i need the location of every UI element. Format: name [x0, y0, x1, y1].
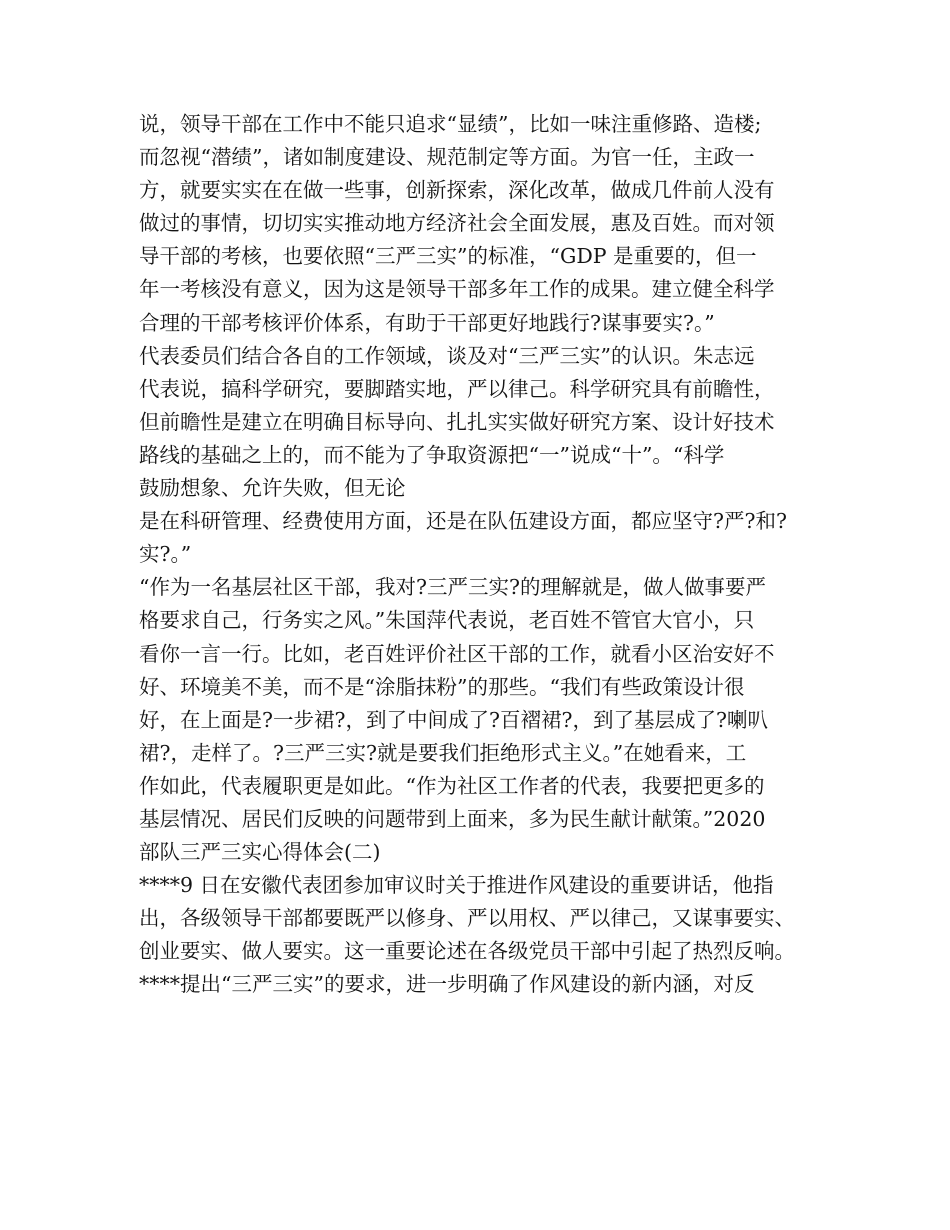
text-line: “作为一名基层社区干部，我对?三严三实?的理解就是，做人做事要严	[139, 575, 766, 600]
text-line: 代表委员们结合各自的工作领域，谈及对“三严三实”的认识。朱志远	[139, 343, 755, 368]
text-line: 代表说，搞科学研究，要脚踏实地，严以律己。科学研究具有前瞻性，	[139, 376, 775, 401]
text-line: 好，在上面是?一步裙?，到了中间成了?百褶裙?，到了基层成了?喇叭	[139, 707, 768, 732]
document-body	[139, 108, 819, 1002]
text-line: 做过的事情，切切实实推动地方经济社会全面发展，惠及百姓。而对领	[139, 211, 775, 236]
text-line: 方，就要实实在在做一些事，创新探索，深化改革，做成几件前人没有	[139, 178, 775, 203]
text-line: 作如此，代表履职更是如此。“作为社区工作者的代表，我要把更多的	[139, 773, 765, 798]
text-line: 年一考核没有意义，因为这是领导干部多年工作的成果。建立健全科学	[139, 277, 775, 302]
text-line: 看你一言一行。比如，老百姓评价社区干部的工作，就看小区治安好不	[139, 641, 775, 666]
text-line: 创业要实、做人要实。这一重要论述在各级党员干部中引起了热烈反响。	[139, 939, 795, 964]
text-line: 导干部的考核，也要依照“三严三实”的标准，“GDP 是重要的，但一	[139, 244, 757, 269]
text-line: 格要求自己，行务实之风。”朱国萍代表说，老百姓不管官大官小，只	[139, 608, 755, 633]
text-line: ****9 日在安徽代表团参加审议时关于推进作风建设的重要讲话，他指	[139, 873, 774, 898]
text-line: 合理的干部考核评价体系，有助于干部更好地践行?谋事要实?。”	[139, 310, 715, 335]
text-line: 实?。”	[139, 542, 192, 567]
text-line: 说，领导干部在工作中不能只追求“显绩”，比如一味注重修路、造楼;	[139, 112, 762, 136]
text-line: 裙?，走样了。?三严三实?就是要我们拒绝形式主义。”在她看来，工	[139, 740, 747, 765]
text-line: 出，各级领导干部都要既严以修身、严以用权、严以律己，又谋事要实、	[139, 906, 795, 931]
text-line: 基层情况、居民们反映的问题带到上面来，多为民生献计献策。”2020	[139, 806, 766, 831]
text-line: 好、环境美不美，而不是“涂脂抹粉”的那些。“我们有些政策设计很	[139, 674, 745, 699]
text-line: 鼓励想象、允许失败，但无论	[139, 476, 406, 501]
text-line: ****提出“三严三实”的要求，进一步明确了作风建设的新内涵，对反	[139, 972, 755, 997]
text-line: 但前瞻性是建立在明确目标导向、扎扎实实做好研究方案、设计好技术	[139, 409, 775, 434]
text-line: 而忽视“潜绩”，诸如制度建设、规范制定等方面。为官一任，主政一	[139, 145, 755, 170]
text-line: 路线的基础之上的，而不能为了争取资源把“一”说成“十”。“科学	[139, 442, 725, 467]
text-line: 是在科研管理、经费使用方面，还是在队伍建设方面，都应坚守?严?和?	[139, 509, 787, 534]
section-heading: 部队三严三实心得体会(二)	[139, 840, 381, 865]
